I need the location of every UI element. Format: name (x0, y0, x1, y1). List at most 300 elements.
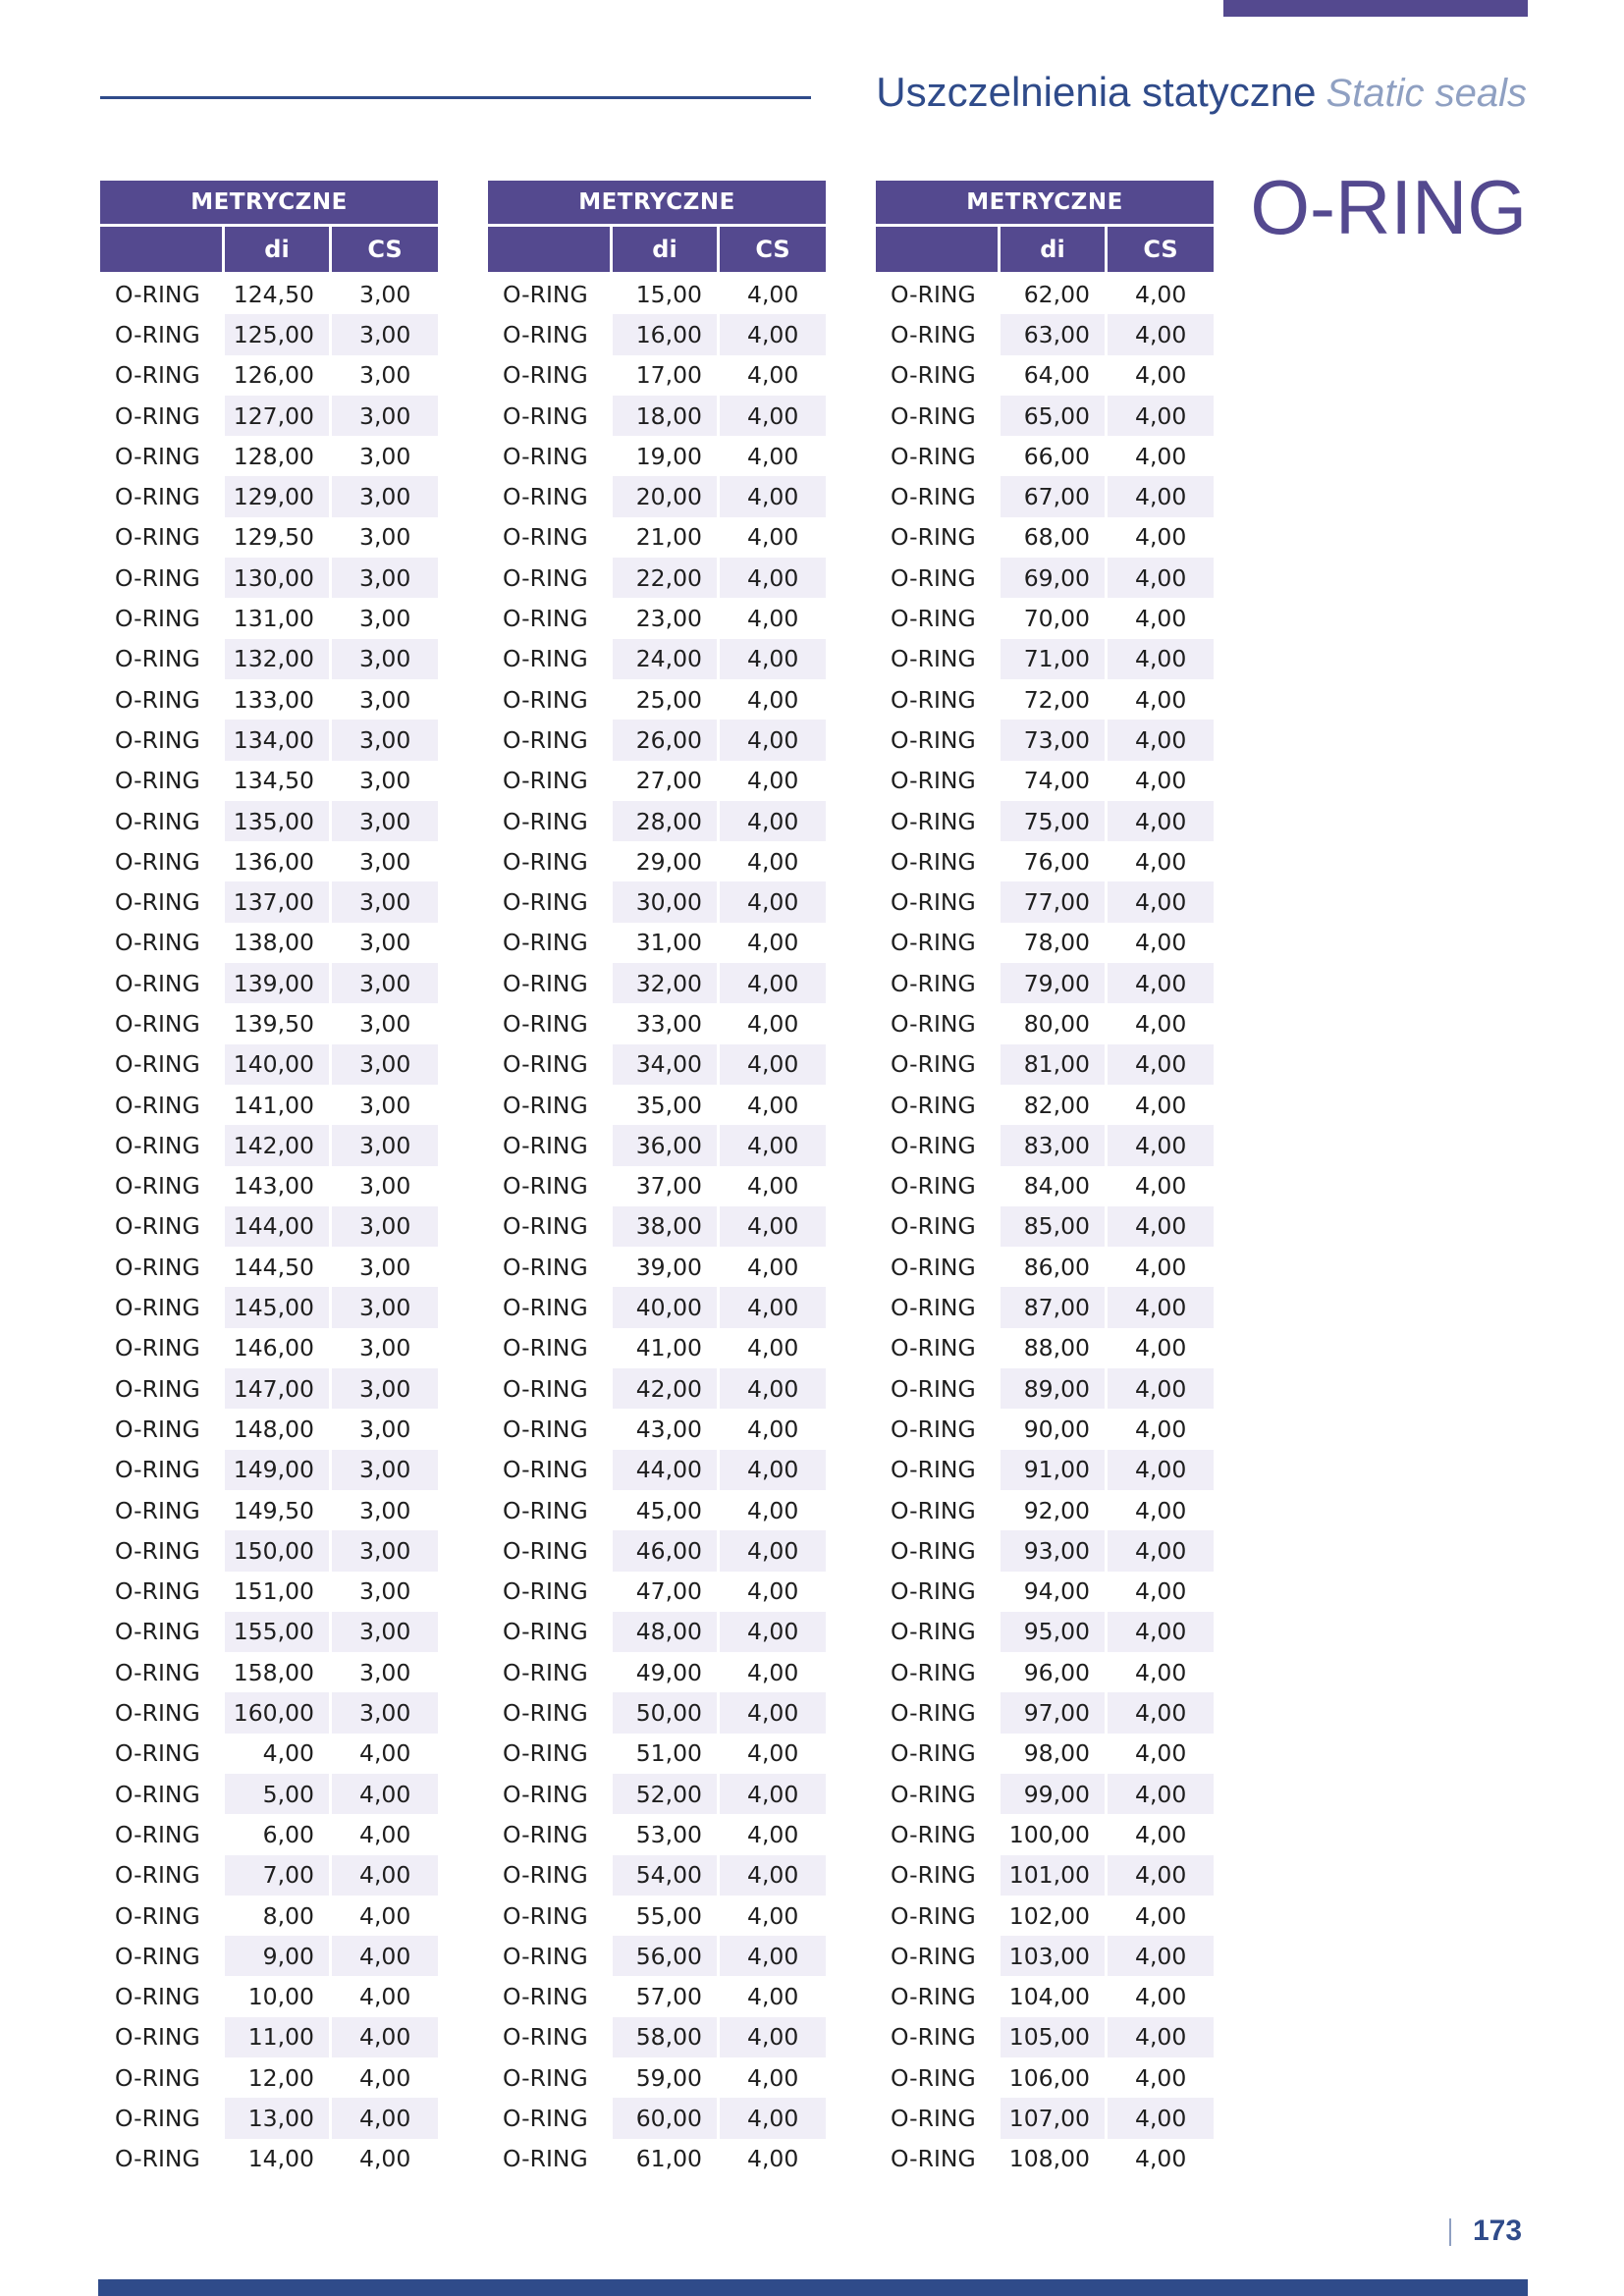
table-row (488, 679, 826, 720)
cell-name: O-RING (503, 320, 588, 348)
cell-di: 11,00 (225, 2017, 329, 2057)
cell-name: O-RING (891, 483, 976, 511)
cell-di: 145,00 (225, 1287, 329, 1327)
cell-name: O-RING (115, 483, 200, 511)
table-row (488, 1936, 826, 1976)
cell-cs: 3,00 (359, 847, 411, 876)
table-row (876, 639, 1214, 679)
table-row (876, 396, 1214, 436)
cell-di: 129,50 (233, 523, 314, 552)
cell-cs: 4,00 (1108, 1125, 1214, 1165)
cell-cs: 4,00 (720, 1530, 826, 1571)
cell-name: O-RING (891, 563, 976, 592)
cell-name: O-RING (503, 969, 588, 997)
table-row (876, 1936, 1214, 1976)
cell-cs: 4,00 (720, 1692, 826, 1733)
table-row (876, 1572, 1214, 1612)
table-row (876, 1896, 1214, 1936)
table-row (876, 1530, 1214, 1571)
table-row (876, 355, 1214, 396)
table-row (488, 1206, 826, 1247)
cell-cs: 4,00 (1135, 847, 1187, 876)
cell-cs: 4,00 (1135, 361, 1187, 390)
table-row (488, 314, 826, 354)
cell-cs: 3,00 (359, 1415, 411, 1443)
cell-di: 129,00 (225, 476, 329, 516)
cell-di: 83,00 (1001, 1125, 1105, 1165)
cell-name: O-RING (891, 523, 976, 552)
cell-name: O-RING (503, 1618, 588, 1646)
cell-name: O-RING (503, 1172, 588, 1201)
table-row (876, 1368, 1214, 1409)
cell-di: 92,00 (1023, 1496, 1090, 1524)
cell-di: 12,00 (247, 2063, 314, 2092)
cell-cs: 4,00 (747, 1334, 799, 1362)
footer-separator (1449, 2218, 1451, 2246)
cell-di: 10,00 (247, 1983, 314, 2011)
table-row (100, 1368, 438, 1409)
table-row (100, 558, 438, 598)
cell-cs: 4,00 (747, 1739, 799, 1768)
table-row (100, 314, 438, 354)
cell-di: 139,00 (225, 963, 329, 1003)
cell-di: 28,00 (613, 801, 717, 841)
section-title-pl: Uszczelnienia statyczne (876, 69, 1317, 115)
cell-di: 37,00 (635, 1172, 702, 1201)
cell-di: 26,00 (613, 720, 717, 760)
cell-cs: 4,00 (359, 1820, 411, 1848)
cell-name: O-RING (503, 1415, 588, 1443)
cell-di: 134,00 (225, 720, 329, 760)
cell-di: 150,00 (225, 1530, 329, 1571)
cell-name: O-RING (503, 1536, 588, 1565)
cell-name: O-RING (115, 1253, 200, 1281)
cell-di: 60,00 (613, 2098, 717, 2138)
table-row (100, 1085, 438, 1125)
table-row (488, 1896, 826, 1936)
table-row (100, 1612, 438, 1652)
cell-name: O-RING (115, 1050, 200, 1079)
table-row (488, 963, 826, 1003)
cell-cs: 4,00 (1135, 1739, 1187, 1768)
cell-cs: 4,00 (720, 1612, 826, 1652)
cell-di: 88,00 (1023, 1334, 1090, 1362)
cell-di: 52,00 (613, 1774, 717, 1814)
cell-cs: 4,00 (1135, 442, 1187, 470)
cell-name: O-RING (503, 807, 588, 835)
cell-di: 139,50 (233, 1009, 314, 1038)
cell-name: O-RING (891, 1942, 976, 1970)
table-row (876, 517, 1214, 558)
cell-name: O-RING (891, 1009, 976, 1038)
cell-name: O-RING (115, 1415, 200, 1443)
cell-di: 56,00 (613, 1936, 717, 1976)
cell-cs: 3,00 (332, 1450, 438, 1490)
table-row (876, 1855, 1214, 1896)
cell-cs: 4,00 (747, 1253, 799, 1281)
cell-di: 22,00 (613, 558, 717, 598)
table-row (876, 2098, 1214, 2138)
cell-di: 31,00 (635, 929, 702, 957)
cell-cs: 4,00 (1108, 963, 1214, 1003)
cell-cs: 3,00 (359, 1009, 411, 1038)
cell-cs: 4,00 (1108, 2017, 1214, 2057)
cell-name: O-RING (503, 1658, 588, 1686)
cell-cs: 4,00 (359, 1983, 411, 2011)
cell-cs: 4,00 (1108, 639, 1214, 679)
table-row (488, 1003, 826, 1043)
cell-name: O-RING (503, 483, 588, 511)
cell-di: 14,00 (247, 2145, 314, 2173)
column-header-cs: CS (332, 227, 438, 272)
cell-cs: 4,00 (747, 847, 799, 876)
cell-cs: 4,00 (720, 1125, 826, 1165)
table-row (100, 1896, 438, 1936)
cell-di: 8,00 (262, 1901, 314, 1930)
cell-name: O-RING (503, 1131, 588, 1159)
cell-name: O-RING (891, 929, 976, 957)
cell-cs: 3,00 (359, 361, 411, 390)
cell-di: 41,00 (635, 1334, 702, 1362)
cell-di: 9,00 (225, 1936, 329, 1976)
cell-cs: 4,00 (332, 2017, 438, 2057)
table-row (100, 801, 438, 841)
table-row (488, 1287, 826, 1327)
cell-name: O-RING (891, 1861, 976, 1890)
table-row (876, 476, 1214, 516)
cell-name: O-RING (891, 1983, 976, 2011)
table-row (100, 1206, 438, 1247)
cell-cs: 3,00 (359, 685, 411, 714)
bottom-accent-bar (98, 2279, 1528, 2296)
cell-di: 13,00 (225, 2098, 329, 2138)
cell-name: O-RING (503, 1091, 588, 1119)
cell-name: O-RING (891, 1658, 976, 1686)
cell-name: O-RING (115, 1009, 200, 1038)
page-number: 173 (1473, 2215, 1523, 2247)
cell-cs: 4,00 (747, 280, 799, 308)
table-row (488, 355, 826, 396)
cell-name: O-RING (503, 563, 588, 592)
cell-cs: 4,00 (1108, 1450, 1214, 1490)
table-row (100, 720, 438, 760)
table-row (488, 1409, 826, 1449)
cell-di: 94,00 (1023, 1577, 1090, 1606)
cell-cs: 4,00 (747, 685, 799, 714)
cell-di: 146,00 (233, 1334, 314, 1362)
cell-cs: 4,00 (720, 1206, 826, 1247)
cell-cs: 4,00 (1135, 1901, 1187, 1930)
cell-di: 16,00 (613, 314, 717, 354)
cell-cs: 4,00 (332, 1936, 438, 1976)
cell-name: O-RING (115, 1172, 200, 1201)
cell-cs: 3,00 (359, 1253, 411, 1281)
cell-name: O-RING (503, 1739, 588, 1768)
cell-di: 82,00 (1023, 1091, 1090, 1119)
cell-di: 70,00 (1023, 605, 1090, 633)
cell-name: O-RING (503, 1942, 588, 1970)
cell-name: O-RING (891, 320, 976, 348)
cell-di: 103,00 (1001, 1936, 1105, 1976)
table-row (488, 1125, 826, 1165)
cell-cs: 4,00 (1135, 1577, 1187, 1606)
table-row (876, 1774, 1214, 1814)
table-row (100, 274, 438, 314)
cell-di: 86,00 (1023, 1253, 1090, 1281)
column-header-di: di (225, 227, 329, 272)
cell-di: 38,00 (613, 1206, 717, 1247)
cell-name: O-RING (115, 929, 200, 957)
cell-di: 106,00 (1008, 2063, 1090, 2092)
cell-name: O-RING (503, 401, 588, 430)
table-row (488, 558, 826, 598)
table-row (488, 1328, 826, 1368)
table-row (488, 1490, 826, 1530)
table-row (876, 314, 1214, 354)
cell-cs: 4,00 (1108, 1692, 1214, 1733)
table-row (100, 355, 438, 396)
cell-name: O-RING (503, 929, 588, 957)
table-row (488, 1734, 826, 1774)
cell-name: O-RING (891, 1294, 976, 1322)
table-header-row (100, 227, 438, 272)
cell-cs: 4,00 (1108, 1530, 1214, 1571)
cell-cs: 4,00 (747, 442, 799, 470)
cell-cs: 4,00 (747, 1496, 799, 1524)
cell-cs: 4,00 (1108, 720, 1214, 760)
cell-cs: 4,00 (747, 361, 799, 390)
cell-di: 23,00 (635, 605, 702, 633)
cell-di: 124,50 (233, 280, 314, 308)
cell-di: 89,00 (1001, 1368, 1105, 1409)
cell-cs: 4,00 (720, 1855, 826, 1896)
cell-cs: 4,00 (1108, 558, 1214, 598)
table-row (100, 1530, 438, 1571)
cell-di: 131,00 (233, 605, 314, 633)
table-row (876, 1166, 1214, 1206)
cell-cs: 4,00 (720, 1368, 826, 1409)
table-row (100, 963, 438, 1003)
cell-cs: 4,00 (747, 1415, 799, 1443)
cell-cs: 3,00 (332, 1287, 438, 1327)
cell-di: 57,00 (635, 1983, 702, 2011)
cell-name: O-RING (891, 1901, 976, 1930)
cell-di: 104,00 (1008, 1983, 1090, 2011)
table-row (100, 436, 438, 476)
table-row (100, 881, 438, 922)
cell-cs: 3,00 (359, 1172, 411, 1201)
table-row (100, 2017, 438, 2057)
cell-cs: 4,00 (720, 963, 826, 1003)
table-row (876, 1287, 1214, 1327)
table-row (876, 881, 1214, 922)
cell-di: 79,00 (1001, 963, 1105, 1003)
cell-name: O-RING (503, 1983, 588, 2011)
cell-di: 93,00 (1001, 1530, 1105, 1571)
table-row (488, 1044, 826, 1085)
cell-name: O-RING (115, 1618, 200, 1646)
cell-di: 7,00 (225, 1855, 329, 1896)
table-row (100, 1734, 438, 1774)
cell-cs: 4,00 (747, 2063, 799, 2092)
cell-name: O-RING (503, 645, 588, 673)
cell-di: 102,00 (1008, 1901, 1090, 1930)
table-row (488, 436, 826, 476)
cell-cs: 4,00 (747, 1091, 799, 1119)
table-row (488, 274, 826, 314)
cell-cs: 4,00 (720, 801, 826, 841)
cell-cs: 4,00 (720, 2017, 826, 2057)
table-row (100, 761, 438, 801)
cell-name: O-RING (115, 1456, 200, 1484)
cell-name: O-RING (891, 2063, 976, 2092)
cell-di: 4,00 (262, 1739, 314, 1768)
table-row (100, 517, 438, 558)
cell-di: 67,00 (1001, 476, 1105, 516)
table-row (100, 1247, 438, 1287)
cell-di: 137,00 (225, 881, 329, 922)
table-row (488, 1247, 826, 1287)
cell-di: 51,00 (635, 1739, 702, 1768)
table-row (100, 1409, 438, 1449)
cell-cs: 4,00 (332, 1774, 438, 1814)
table-row (876, 1652, 1214, 1692)
table-row (100, 1166, 438, 1206)
table-row (100, 1328, 438, 1368)
cell-di: 69,00 (1001, 558, 1105, 598)
table-row (100, 2139, 438, 2179)
cell-name: O-RING (891, 685, 976, 714)
cell-cs: 4,00 (332, 2098, 438, 2138)
cell-cs: 4,00 (720, 396, 826, 436)
table-row (876, 1450, 1214, 1490)
cell-di: 72,00 (1023, 685, 1090, 714)
cell-name: O-RING (891, 1699, 976, 1728)
cell-di: 138,00 (233, 929, 314, 957)
cell-di: 75,00 (1001, 801, 1105, 841)
cell-name: O-RING (115, 442, 200, 470)
cell-name: O-RING (891, 807, 976, 835)
table-row (100, 1936, 438, 1976)
table-row (876, 1247, 1214, 1287)
cell-name: O-RING (891, 2145, 976, 2173)
cell-cs: 3,00 (359, 280, 411, 308)
table-row (100, 639, 438, 679)
cell-di: 44,00 (613, 1450, 717, 1490)
cell-cs: 4,00 (720, 881, 826, 922)
cell-cs: 4,00 (1135, 1334, 1187, 1362)
table-row (488, 1814, 826, 1854)
cell-cs: 4,00 (1108, 1936, 1214, 1976)
cell-di: 34,00 (613, 1044, 717, 1085)
size-table-2 (488, 181, 826, 2179)
table-row (876, 720, 1214, 760)
table-row (876, 679, 1214, 720)
table-row (100, 923, 438, 963)
cell-name: O-RING (115, 1496, 200, 1524)
cell-name: O-RING (503, 361, 588, 390)
product-title: O-RING (1250, 164, 1527, 250)
table-row (488, 1612, 826, 1652)
cell-name: O-RING (503, 1496, 588, 1524)
cell-cs: 3,00 (359, 1496, 411, 1524)
cell-name: O-RING (503, 1374, 588, 1403)
cell-name: O-RING (891, 1536, 976, 1565)
cell-name: O-RING (891, 1212, 976, 1241)
cell-cs: 3,00 (332, 1530, 438, 1571)
cell-cs: 4,00 (1135, 1658, 1187, 1686)
cell-name: O-RING (503, 2105, 588, 2132)
cell-name: O-RING (891, 1820, 976, 1848)
cell-di: 99,00 (1001, 1774, 1105, 1814)
size-table-3 (876, 181, 1214, 2179)
cell-cs: 4,00 (1108, 1774, 1214, 1814)
column-header-name (488, 227, 610, 272)
cell-di: 158,00 (233, 1658, 314, 1686)
cell-name: O-RING (115, 2023, 200, 2052)
table-row (488, 1368, 826, 1409)
table-row (100, 1490, 438, 1530)
table-row (876, 2057, 1214, 2098)
cell-name: O-RING (503, 1294, 588, 1322)
cell-cs: 4,00 (747, 1901, 799, 1930)
cell-name: O-RING (115, 320, 200, 348)
cell-name: O-RING (891, 442, 976, 470)
cell-di: 141,00 (233, 1091, 314, 1119)
table-row (876, 1206, 1214, 1247)
cell-cs: 4,00 (1135, 1983, 1187, 2011)
table-row (876, 1734, 1214, 1774)
table-row (876, 1044, 1214, 1085)
cell-name: O-RING (891, 1618, 976, 1646)
cell-name: O-RING (891, 1780, 976, 1808)
cell-cs: 3,00 (332, 1044, 438, 1085)
column-header-name (876, 227, 998, 272)
cell-cs: 4,00 (1135, 1496, 1187, 1524)
cell-name: O-RING (891, 847, 976, 876)
cell-di: 84,00 (1023, 1172, 1090, 1201)
table-row (488, 1085, 826, 1125)
cell-name: O-RING (891, 280, 976, 308)
cell-name: O-RING (115, 1942, 200, 1970)
cell-cs: 4,00 (720, 1450, 826, 1490)
table-row (100, 1652, 438, 1692)
cell-name: O-RING (115, 1739, 200, 1768)
table-row (876, 1085, 1214, 1125)
cell-cs: 3,00 (359, 1658, 411, 1686)
cell-name: O-RING (891, 1091, 976, 1119)
cell-di: 45,00 (635, 1496, 702, 1524)
cell-cs: 4,00 (1108, 476, 1214, 516)
cell-di: 134,50 (233, 767, 314, 795)
cell-cs: 4,00 (359, 1739, 411, 1768)
cell-di: 49,00 (635, 1658, 702, 1686)
cell-di: 54,00 (613, 1855, 717, 1896)
cell-name: O-RING (503, 605, 588, 633)
cell-name: O-RING (503, 2023, 588, 2052)
cell-name: O-RING (503, 1780, 588, 1808)
cell-cs: 4,00 (1108, 1044, 1214, 1085)
cell-di: 35,00 (635, 1091, 702, 1119)
cell-di: 126,00 (233, 361, 314, 390)
cell-di: 36,00 (613, 1125, 717, 1165)
cell-name: O-RING (891, 1131, 976, 1159)
table-row (488, 761, 826, 801)
cell-name: O-RING (115, 1374, 200, 1403)
table-row (100, 396, 438, 436)
table-row (100, 1814, 438, 1854)
column-header-di: di (1001, 227, 1105, 272)
